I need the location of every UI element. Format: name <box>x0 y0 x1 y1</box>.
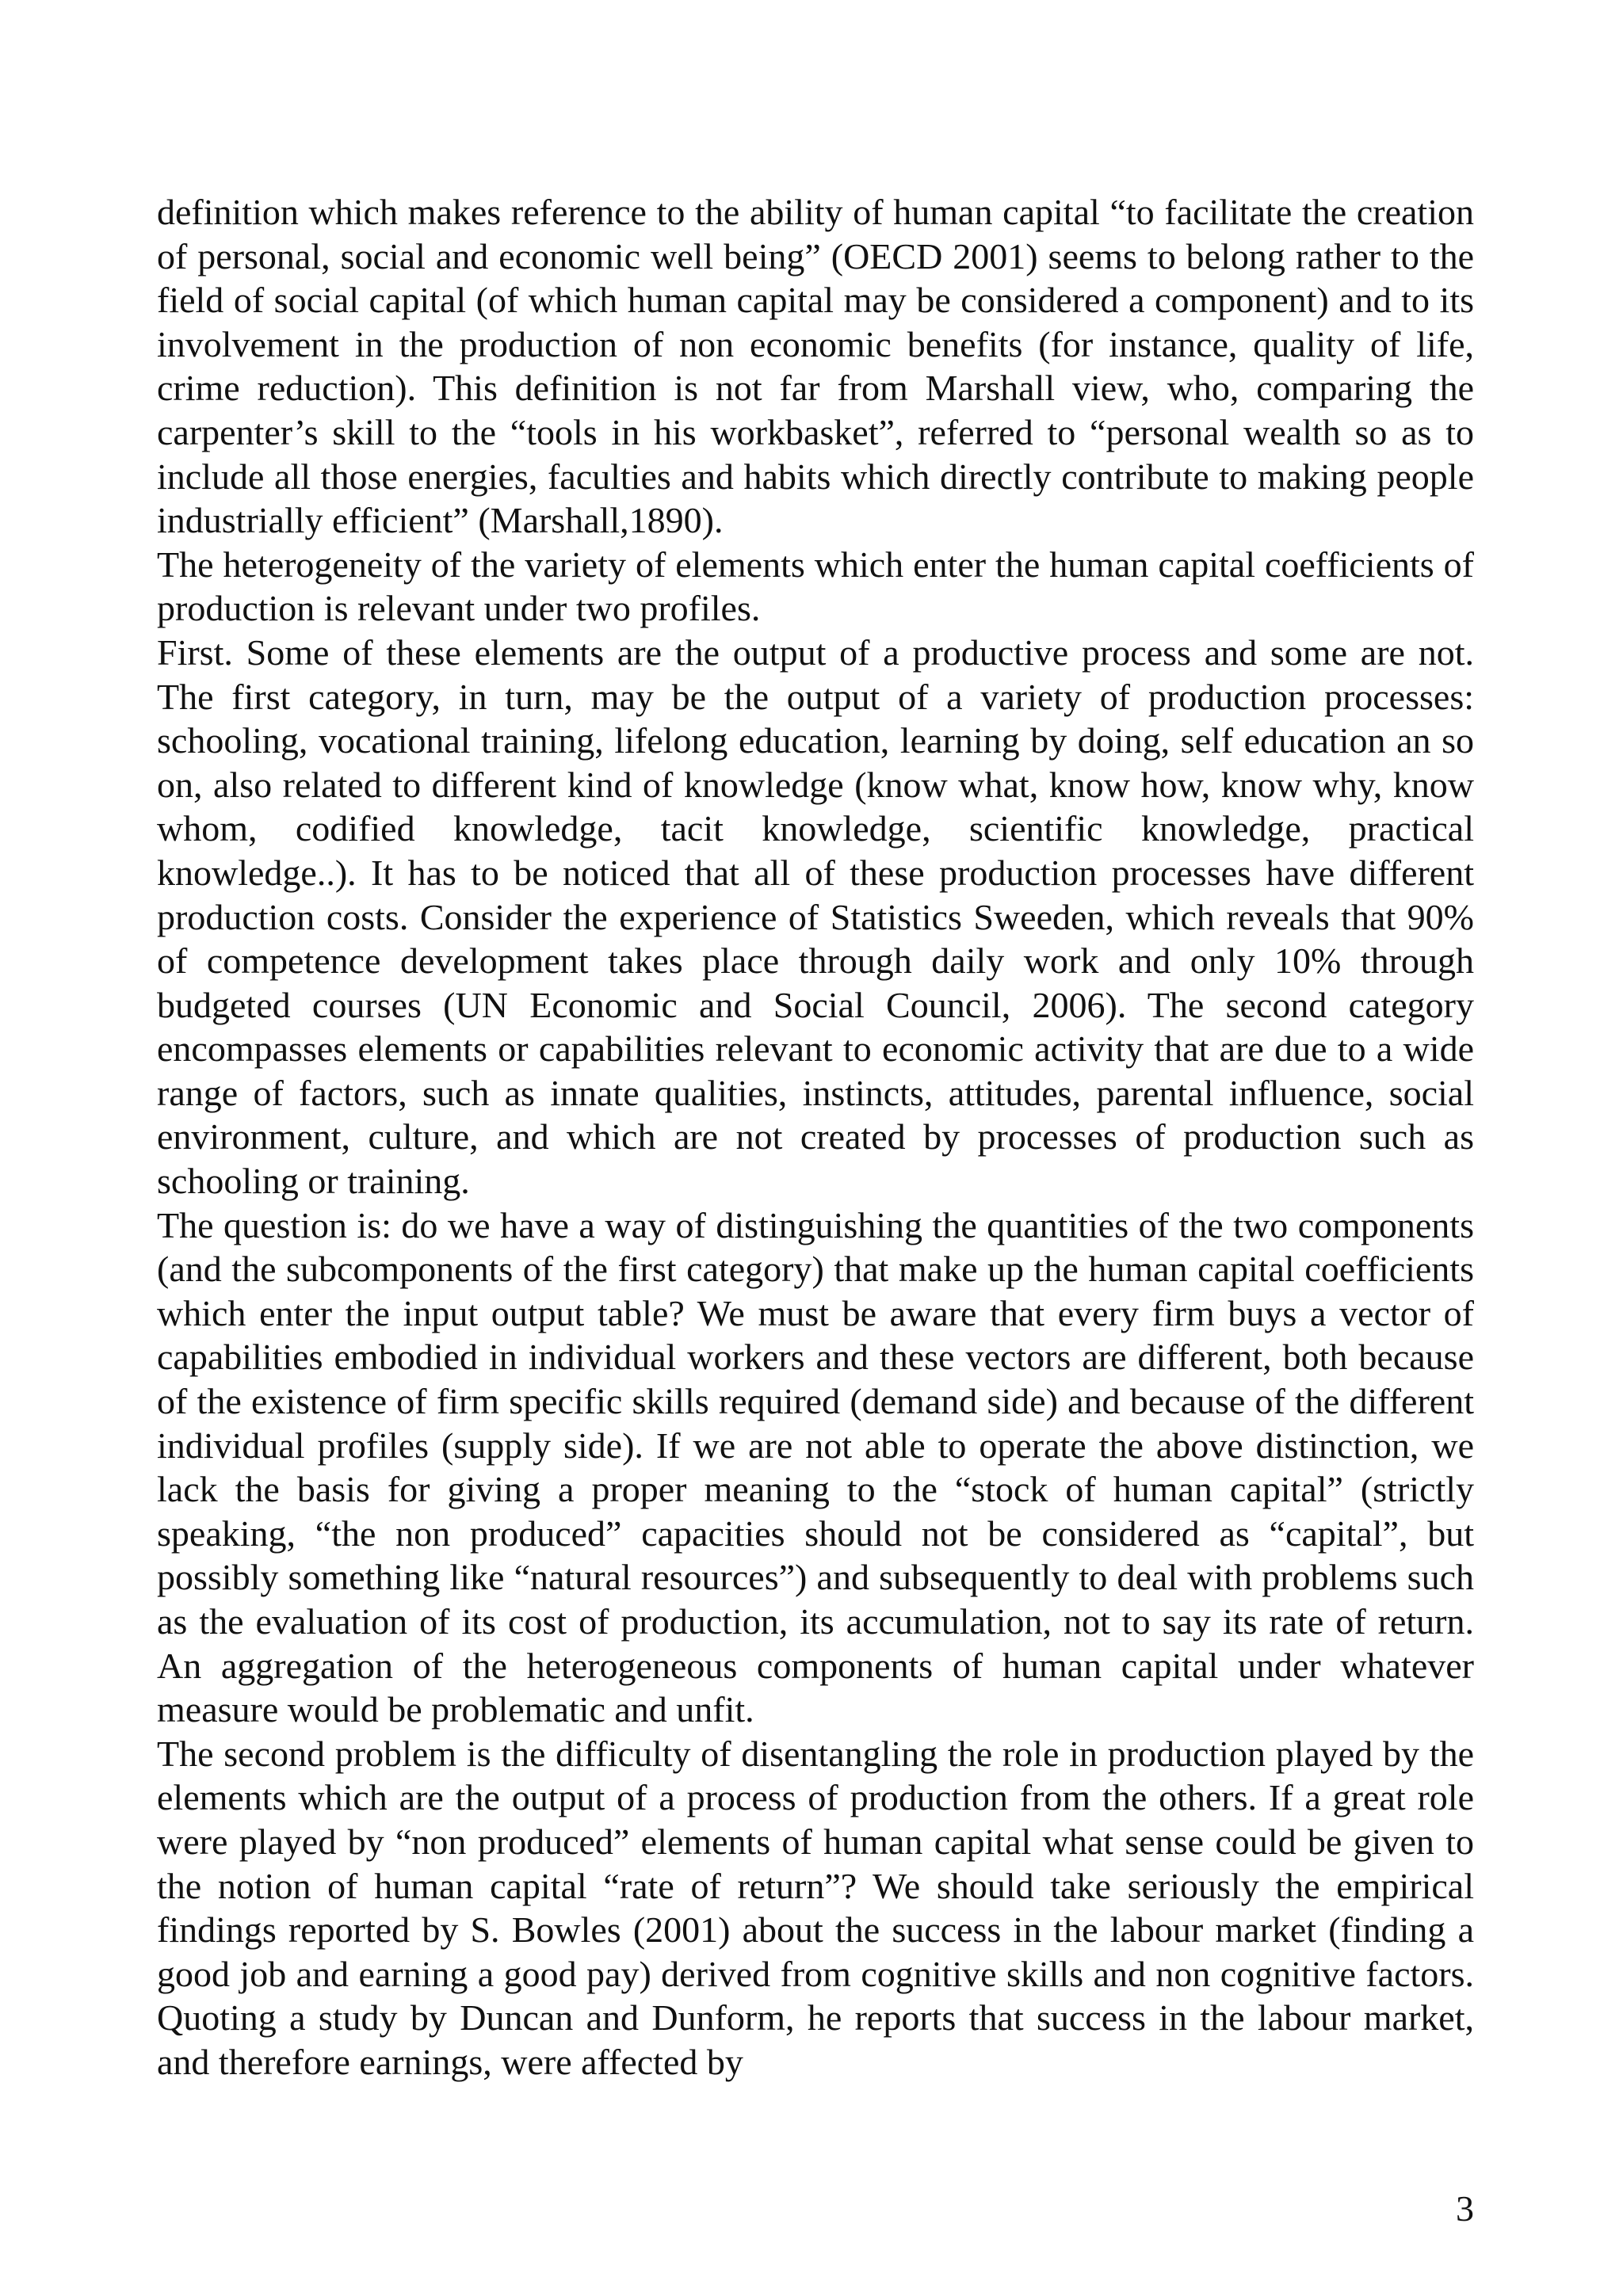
page-number: 3 <box>1456 2188 1474 2229</box>
paragraph-first-profile: First. Some of these elements are the output of a productive process and some are not. The first category, in turn, may be the output of a variety of production processes: schooling, vocational training, lifelong education, learning by doing, self education an so on, also related to different kind of knowledge (know what, know how, know why, know whom, codified knowledge, tacit knowledge, scientific knowledge, practical knowledge..). It has to be noticed that all of these production processes have different production costs. Consider the experience of Statistics Sweeden, which reveals that 90% of competence development takes place through daily work and only 10% through budgeted courses (UN Economic and Social Council, 2006). The second category encompasses elements or capabilities relevant to economic activity that are due to a wide range of factors, such as innate qualities, instincts, attitudes, parental influence, social environment, culture, and which are not created by processes of production such as schooling or training. <box>157 631 1474 1202</box>
paragraph-human-capital-definition: definition which makes reference to the ability of human capital “to facilitate the creation of personal, social and economic well being” (OECD 2001) seems to belong rather to the field of social capital (of which human capital may be considered a component) and to its involvement in the production of non economic benefits (for instance, quality of life, crime reduction). This definition is not far from Marshall view, who, comparing the carpenter’s skill to the “tools in his workbasket”, referred to “personal wealth so as to include all those energies, faculties and habits which directly contribute to making people industrially efficient” (Marshall,1890). <box>157 192 1474 541</box>
paragraph-heterogeneity: The heterogeneity of the variety of elements which enter the human capital coefficients of production is relevant under two profiles. <box>157 543 1474 629</box>
paragraph-question: The question is: do we have a way of distinguishing the quantities of the two components (and the subcomponents of the first category) that make up the human capital coefficients which enter the input output table? We must be aware that every firm buys a vector of capabilities embodied in individual workers and these vectors are different, both because of the existence of firm specific skills required (demand side) and because of the different individual profiles (supply side). If we are not able to operate the above distinction, we lack the basis for giving a proper meaning to the “stock of human capital” (strictly speaking, “the non produced” capacities should not be considered as “capital”, but possibly something like “natural resources”) and subsequently to deal with problems such as the evaluation of its cost of production, its accumulation, not to say its rate of return. An aggregation of the heterogeneous components of human capital under whatever measure would be problematic and unfit. <box>157 1204 1474 1730</box>
body-text <box>157 190 1474 2084</box>
paragraph-second-problem: The second problem is the difficulty of disentangling the role in production played by the elements which are the output of a process of production from the others. If a great role were played by “non produced” elements of human capital what sense could be given to the notion of human capital “rate of return”? We should take seriously the empirical findings reported by S. Bowles (2001) about the success in the labour market (finding a good job and earning a good pay) derived from cognitive skills and non cognitive factors. Quoting a study by Duncan and Dunform, he reports that success in the labour market, and therefore earnings, were affected by <box>157 1733 1474 2082</box>
